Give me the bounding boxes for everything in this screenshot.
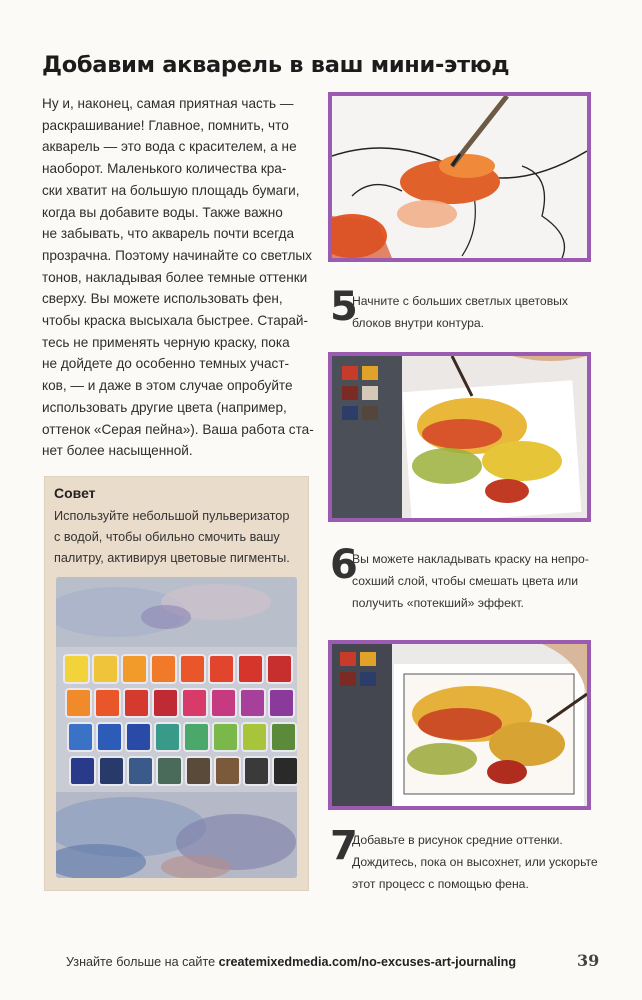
step-number: 7	[330, 823, 358, 869]
intro-line: Ну и, наконец, самая приятная часть —	[42, 96, 294, 111]
tip-line: с водой, чтобы обильно смочить вашу	[54, 530, 280, 544]
footer-url[interactable]: createmixedmedia.com/no-excuses-art-journaling	[218, 955, 517, 969]
step-number: 5	[330, 284, 358, 330]
step-line: этот процесс с помощью фена.	[352, 877, 529, 891]
intro-line: чтобы краска высыхала быстрее. Старай-	[42, 313, 309, 329]
tip-text	[54, 506, 304, 569]
intro-line: раскрашивание! Главное, помнить, что	[42, 117, 289, 133]
page-number: 39	[577, 951, 600, 970]
intro-line: использовать другие цвета (например,	[42, 399, 287, 415]
intro-line: не забывать, что акварель почти всегда	[42, 226, 295, 242]
tip-box	[45, 477, 308, 890]
intro-line: не дойдете до особенно темных участ-	[42, 356, 290, 372]
intro-line: ков, — и даже в этом случае опробуйте	[42, 378, 293, 394]
step-line: сохший слой, чтобы смешать цвета или	[352, 574, 579, 588]
step-text	[352, 548, 589, 614]
step-line: Добавьте в рисунок средние оттенки.	[352, 833, 563, 847]
step-6-photo	[328, 352, 591, 522]
step-7-photo	[328, 640, 591, 810]
page-title: Добавим акварель в ваш мини-этюд	[42, 52, 510, 78]
intro-line: тонов, накладывая более темные оттенки	[42, 269, 308, 285]
step-line: Вы можете накладывать краску на непро-	[352, 552, 589, 566]
footer	[66, 955, 516, 969]
step-5-photo	[328, 92, 591, 262]
intro-line: нет более насыщенной.	[42, 443, 193, 459]
step-number: 6	[330, 542, 358, 588]
intro-line: наоборот. Маленького количества кра-	[42, 161, 287, 177]
step-line: Дождитесь, пока он высохнет, или ускорьте	[352, 855, 598, 869]
step-line: получить «потекший» эффект.	[352, 596, 524, 610]
intro-line: когда вы добавите воды. Также важно	[42, 204, 283, 220]
intro-line: оттенок «Серая пейна»). Ваша работа ста-	[42, 421, 314, 437]
step-text	[352, 829, 598, 895]
intro-line: ски хватит на большую площадь бумаги,	[42, 182, 300, 198]
tip-line: Используйте небольшой пульверизатор	[54, 509, 290, 523]
watercolor-palette-photo	[56, 577, 297, 878]
tip-line: палитру, активируя цветовые пигменты.	[54, 551, 290, 565]
intro-line: сверху. Вы можете использовать фен,	[42, 291, 283, 307]
step-line: блоков внутри контура.	[352, 316, 485, 330]
intro-paragraph	[42, 93, 314, 462]
intro-line: тесь не применять черную краску, пока	[42, 334, 290, 350]
intro-line: акварель — это вода с красителем, а не	[42, 139, 297, 155]
step-line: Начните с больших светлых цветовых	[352, 294, 569, 308]
step-text	[352, 290, 568, 334]
tip-title: Совет	[54, 485, 96, 501]
footer-prefix: Узнайте больше на сайте	[66, 955, 219, 969]
intro-line: прозрачна. Поэтому начинайте со светлых	[42, 247, 312, 263]
